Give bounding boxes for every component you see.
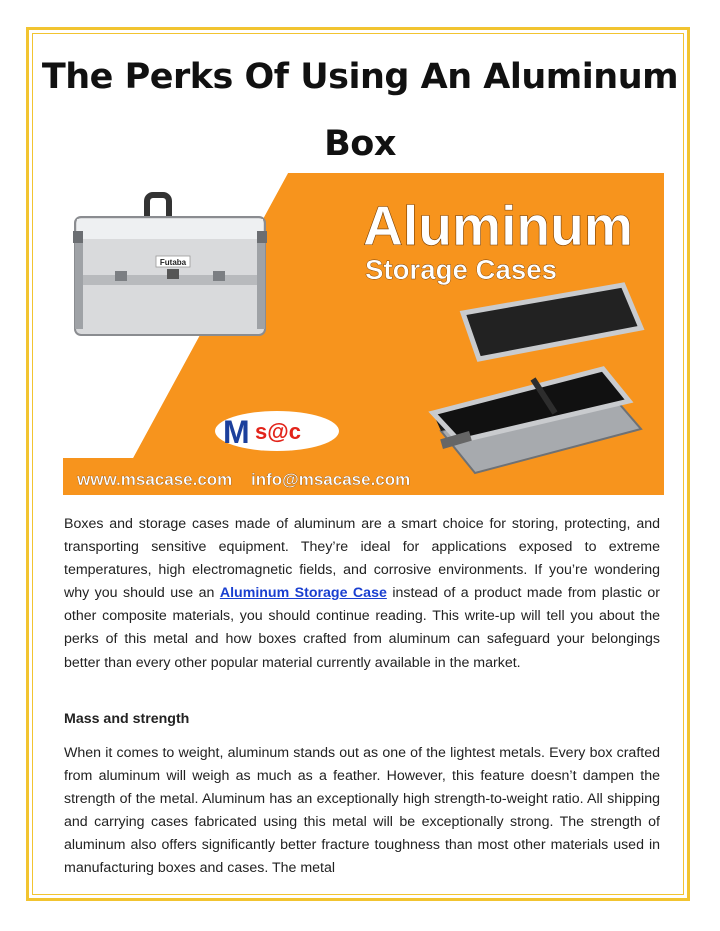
banner-subheadline: Storage Cases bbox=[365, 254, 557, 285]
logo-letter-m: M bbox=[223, 414, 250, 450]
product-banner bbox=[63, 173, 664, 495]
banner-email: info@msacase.com bbox=[251, 470, 411, 489]
banner-website: www.msacase.com bbox=[77, 470, 233, 489]
banner-headline: Aluminum bbox=[363, 194, 633, 257]
page-title: The Perks Of Using An Aluminum Box bbox=[41, 57, 679, 164]
intro-text-before-link: Boxes and storage cases made of aluminum are a smart choice for storing, protecting, and transporting sensitive equipment. They’re ideal for applications exposed to extreme temperatures, high electromagnetic fields, and corrosive environments. If you’re wondering why you should use an bbox=[64, 516, 660, 602]
intro-paragraph bbox=[64, 513, 660, 675]
aluminum-storage-case-link[interactable]: Aluminum Storage Case bbox=[219, 585, 387, 602]
section-heading: Mass and strength bbox=[64, 711, 190, 727]
logo-letters-sac: s@c bbox=[255, 419, 301, 444]
intro-text-after-link: instead of a product made from plastic or other composite materials, you should continue reading. This write-up will tell you about the perks of this metal and how boxes crafted from aluminum can safeguard your belongings better than every other popular material currently available in the market. bbox=[64, 585, 660, 671]
msac-logo bbox=[215, 411, 339, 451]
mass-strength-paragraph: When it comes to weight, aluminum stands out as one of the lightest metals. Every box crafted from aluminum will weigh as much as a feather. However, this feature doesn’t dampen the strength of the metal. Aluminum has an exceptionally high strength-to-weight ratio. All shipping and carrying cases fabricated using this metal will be exceptionally strong. The strength of aluminum also offers significantly better fracture toughness than most other materials used in manufacturing boxes and cases. The metal bbox=[64, 745, 660, 877]
closed-aluminum-case-image bbox=[73, 195, 267, 335]
case-brand-label: Futaba bbox=[159, 258, 187, 267]
